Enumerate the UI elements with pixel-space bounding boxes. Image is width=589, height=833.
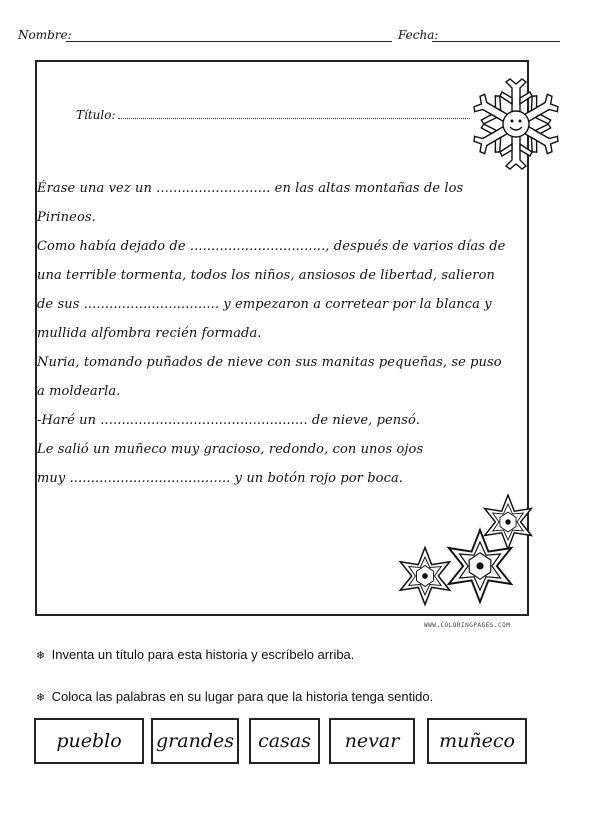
story-line: -Haré un ................................................. de nieve, pensó.	[37, 413, 420, 428]
story-line: Érase una vez un ........................... en las altas montañas de los	[37, 181, 464, 196]
story-line: a moldearla.	[37, 384, 121, 399]
story-line: Pirineos.	[37, 210, 96, 225]
story-line: mullida alfombra recién formada.	[37, 326, 262, 341]
star-snowflakes-icon	[390, 494, 540, 616]
date-label: Fecha:	[398, 28, 439, 42]
title-label: Título:	[76, 108, 116, 122]
story-line: Nuria, tomando puñados de nieve con sus manitas pequeñas, se puso	[37, 355, 502, 370]
story-line: de sus ................................ y empezaron a corretear por la blanca y	[37, 297, 492, 312]
snowflake-icon: ❄	[36, 650, 46, 662]
word-card-grandes[interactable]: grandes	[151, 718, 239, 764]
snowflake-icon: ❄	[36, 692, 46, 704]
story-line: una terrible tormenta, todos los niños, ansiosos de libertad, salieron	[37, 268, 495, 283]
story-line: Como había dejado de ................................, después de varios días de	[37, 239, 506, 254]
word-card-nevar[interactable]: nevar	[329, 718, 415, 764]
name-field[interactable]	[66, 41, 392, 42]
story-line: Le salió un muñeco muy gracioso, redondo, con unos ojos	[37, 442, 424, 457]
instruction-2	[36, 689, 433, 704]
story-line: muy ...................................... y un botón rojo por boca.	[37, 471, 404, 486]
word-card-casas[interactable]: casas	[249, 718, 320, 764]
name-label: Nombre:	[18, 28, 72, 42]
instruction-1	[36, 647, 354, 662]
word-card-muneco[interactable]: muñeco	[427, 718, 527, 764]
snowflake-face-icon	[466, 74, 566, 174]
word-card-pueblo[interactable]: pueblo	[34, 718, 144, 764]
title-field[interactable]	[118, 118, 470, 119]
website-url: WWW.COLORINGPAGES.COM	[424, 622, 511, 629]
instruction-text: Coloca las palabras en su lugar para que la historia tenga sentido.	[51, 689, 434, 704]
date-field[interactable]	[432, 41, 560, 42]
instruction-text: Inventa un título para esta historia y escríbelo arriba.	[51, 647, 355, 662]
